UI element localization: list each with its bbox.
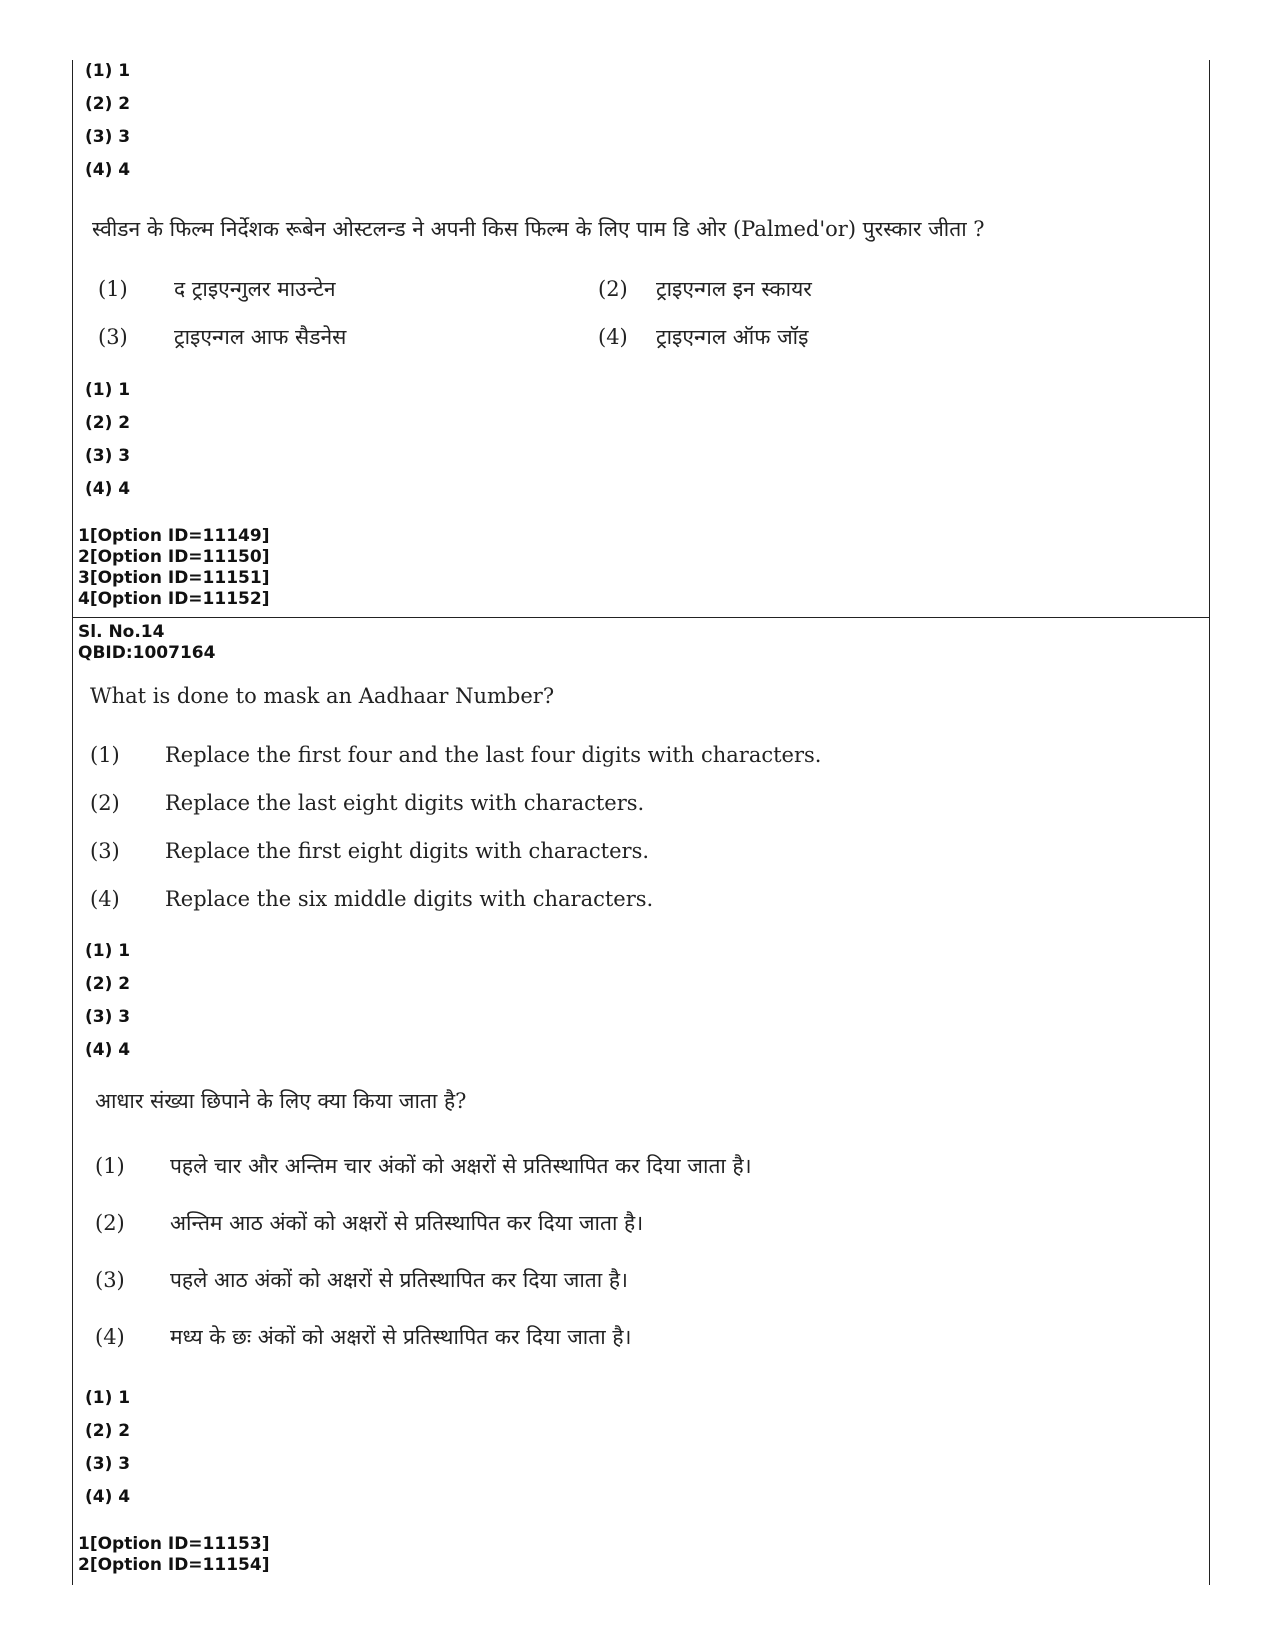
option-number: (4): [95, 1325, 125, 1349]
answer-choice: (2) 2: [85, 974, 131, 994]
answer-choice: (2) 2: [85, 413, 131, 433]
answer-choice: (1) 1: [85, 1388, 131, 1408]
option-id: 2[Option ID=11154]: [78, 1555, 270, 1575]
option-number: (3): [95, 1268, 125, 1292]
option-number: (4): [598, 325, 628, 349]
option-number: (3): [98, 325, 128, 349]
option-number: (2): [598, 277, 628, 301]
answer-choice: (4) 4: [85, 1487, 131, 1507]
answer-choice: (2) 2: [85, 1421, 131, 1441]
option-number: (3): [90, 839, 120, 863]
option-number: (2): [95, 1211, 125, 1235]
serial-number: Sl. No.14: [78, 622, 165, 642]
option-number: (1): [98, 277, 128, 301]
answer-choice: (1) 1: [85, 61, 131, 81]
answer-choice: (2) 2: [85, 94, 131, 114]
option-id: 1[Option ID=11149]: [78, 526, 270, 546]
answer-choice: (3) 3: [85, 1454, 131, 1474]
option-text: ट्राइएन्गल इन स्कायर: [656, 277, 812, 301]
answer-choice: (4) 4: [85, 160, 131, 180]
answer-choice: (1) 1: [85, 941, 131, 961]
option-number: (2): [90, 791, 120, 815]
option-text: ट्राइएन्गल आफ सैडनेस: [174, 325, 347, 349]
question-text-hindi: आधार संख्या छिपाने के लिए क्या किया जाता है?: [95, 1089, 467, 1113]
option-text: अन्तिम आठ अंकों को अक्षरों से प्रतिस्थापित कर दिया जाता है।: [170, 1211, 644, 1235]
option-number: (1): [95, 1154, 125, 1178]
option-id: 4[Option ID=11152]: [78, 589, 270, 609]
option-number: (4): [90, 887, 120, 911]
option-text: पहले आठ अंकों को अक्षरों से प्रतिस्थापित कर दिया जाता है।: [170, 1268, 629, 1292]
question-text-hindi: स्वीडन के फिल्म निर्देशक रूबेन ओस्टलन्ड ने अपनी किस फिल्म के लिए पाम डि ओर (Palmed'or) पुरस्कार जीता ?: [92, 217, 985, 241]
right-border: [1209, 60, 1210, 1585]
option-id: 3[Option ID=11151]: [78, 568, 270, 588]
left-border: [72, 60, 73, 1585]
answer-choice: (3) 3: [85, 127, 131, 147]
qbid: QBID:1007164: [78, 643, 216, 663]
option-text: Replace the six middle digits with characters.: [165, 887, 654, 911]
option-id: 1[Option ID=11153]: [78, 1534, 270, 1554]
answer-choice: (3) 3: [85, 1007, 131, 1027]
option-text: पहले चार और अन्तिम चार अंकों को अक्षरों से प्रतिस्थापित कर दिया जाता है।: [170, 1154, 752, 1178]
answer-choice: (1) 1: [85, 380, 131, 400]
option-number: (1): [90, 743, 120, 767]
answer-choice: (3) 3: [85, 446, 131, 466]
question-text-english: What is done to mask an Aadhaar Number?: [90, 684, 555, 708]
option-text: मध्य के छः अंकों को अक्षरों से प्रतिस्थापित कर दिया जाता है।: [170, 1325, 632, 1349]
option-text: द ट्राइएन्गुलर माउन्टेन: [174, 277, 336, 301]
answer-choice: (4) 4: [85, 1040, 131, 1060]
answer-choice: (4) 4: [85, 479, 131, 499]
question-divider: [72, 617, 1210, 618]
option-text: ट्राइएन्गल ऑफ जॉइ: [656, 325, 809, 349]
option-id: 2[Option ID=11150]: [78, 547, 270, 567]
option-text: Replace the first eight digits with characters.: [165, 839, 650, 863]
option-text: Replace the last eight digits with characters.: [165, 791, 645, 815]
option-text: Replace the first four and the last four digits with characters.: [165, 743, 822, 767]
